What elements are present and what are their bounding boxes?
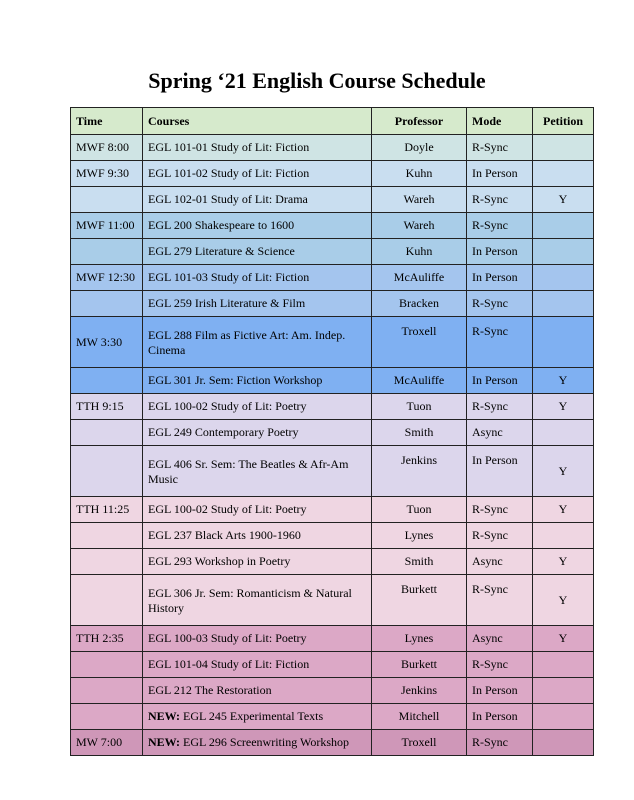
mode-cell: R-Sync xyxy=(467,291,533,317)
course-schedule-table xyxy=(70,107,594,756)
mode-cell: R-Sync xyxy=(467,213,533,239)
professor-cell: Bracken xyxy=(372,291,467,317)
table-row xyxy=(71,730,594,756)
professor-cell: Mitchell xyxy=(372,704,467,730)
new-course-tag: NEW: xyxy=(148,709,181,723)
course-cell xyxy=(143,187,372,213)
table-row xyxy=(71,549,594,575)
course-name: EGL 237 Black Arts 1900-1960 xyxy=(148,528,301,542)
time-cell xyxy=(71,704,143,730)
time-cell: MW 7:00 xyxy=(71,730,143,756)
course-cell xyxy=(143,549,372,575)
mode-cell: R-Sync xyxy=(467,730,533,756)
course-name: EGL 102-01 Study of Lit: Drama xyxy=(148,192,308,206)
time-cell xyxy=(71,575,143,626)
table-row xyxy=(71,497,594,523)
petition-cell xyxy=(533,317,594,368)
course-cell xyxy=(143,420,372,446)
course-cell xyxy=(143,368,372,394)
petition-cell xyxy=(533,291,594,317)
mode-cell: R-Sync xyxy=(467,497,533,523)
petition-cell: Y xyxy=(533,497,594,523)
course-cell xyxy=(143,575,372,626)
table-row xyxy=(71,678,594,704)
course-name: EGL 288 Film as Fictive Art: Am. Indep. Cinema xyxy=(148,327,346,357)
professor-cell: Doyle xyxy=(372,135,467,161)
mode-cell: R-Sync xyxy=(467,187,533,213)
petition-cell: Y xyxy=(533,187,594,213)
table-row xyxy=(71,575,594,626)
professor-cell: Wareh xyxy=(372,213,467,239)
course-name: EGL 406 Sr. Sem: The Beatles & Afr-Am Music xyxy=(148,456,349,486)
table-row xyxy=(71,368,594,394)
course-cell xyxy=(143,239,372,265)
course-cell xyxy=(143,704,372,730)
page-title: Spring ‘21 English Course Schedule xyxy=(148,68,486,93)
professor-cell: Troxell xyxy=(372,730,467,756)
mode-cell: In Person xyxy=(467,265,533,291)
header-professor: Professor xyxy=(372,108,467,135)
course-name: EGL 212 The Restoration xyxy=(148,683,272,697)
course-cell xyxy=(143,652,372,678)
time-cell: TTH 2:35 xyxy=(71,626,143,652)
time-cell: MWF 11:00 xyxy=(71,213,143,239)
course-name: EGL 306 Jr. Sem: Romanticism & Natural History xyxy=(148,585,352,615)
header-time: Time xyxy=(71,108,143,135)
table-row xyxy=(71,394,594,420)
course-cell xyxy=(143,626,372,652)
professor-cell: Smith xyxy=(372,549,467,575)
professor-cell: Lynes xyxy=(372,626,467,652)
new-course-tag: NEW: xyxy=(148,735,181,749)
time-cell: TTH 11:25 xyxy=(71,497,143,523)
time-cell xyxy=(71,652,143,678)
course-name: EGL 100-02 Study of Lit: Poetry xyxy=(148,399,307,413)
course-cell xyxy=(143,317,372,368)
header-mode: Mode xyxy=(467,108,533,135)
petition-cell xyxy=(533,239,594,265)
course-cell xyxy=(143,135,372,161)
header-petition: Petition xyxy=(533,108,594,135)
course-cell xyxy=(143,730,372,756)
course-name: EGL 259 Irish Literature & Film xyxy=(148,296,306,310)
course-name: EGL 249 Contemporary Poetry xyxy=(148,425,299,439)
course-cell xyxy=(143,213,372,239)
header-row xyxy=(71,108,594,135)
table-row xyxy=(71,704,594,730)
professor-cell: Burkett xyxy=(372,575,467,626)
course-cell xyxy=(143,523,372,549)
time-cell xyxy=(71,678,143,704)
professor-cell: Burkett xyxy=(372,652,467,678)
petition-cell xyxy=(533,213,594,239)
table-row xyxy=(71,213,594,239)
petition-cell xyxy=(533,730,594,756)
course-cell xyxy=(143,291,372,317)
course-cell xyxy=(143,265,372,291)
course-name: EGL 245 Experimental Texts xyxy=(183,709,324,723)
petition-cell: Y xyxy=(533,368,594,394)
time-cell xyxy=(71,523,143,549)
time-cell xyxy=(71,420,143,446)
petition-cell: Y xyxy=(533,626,594,652)
professor-cell: McAuliffe xyxy=(372,265,467,291)
professor-cell: Smith xyxy=(372,420,467,446)
time-cell xyxy=(71,549,143,575)
time-cell xyxy=(71,291,143,317)
professor-cell: Kuhn xyxy=(372,161,467,187)
mode-cell: In Person xyxy=(467,704,533,730)
professor-cell: Jenkins xyxy=(372,678,467,704)
mode-cell: In Person xyxy=(467,678,533,704)
table-row xyxy=(71,239,594,265)
professor-cell: Tuon xyxy=(372,497,467,523)
time-cell: TTH 9:15 xyxy=(71,394,143,420)
mode-cell: R-Sync xyxy=(467,394,533,420)
time-cell xyxy=(71,446,143,497)
professor-cell: Kuhn xyxy=(372,239,467,265)
course-cell xyxy=(143,497,372,523)
table-row xyxy=(71,265,594,291)
course-cell xyxy=(143,446,372,497)
mode-cell: In Person xyxy=(467,446,533,497)
petition-cell: Y xyxy=(533,394,594,420)
table-row xyxy=(71,420,594,446)
course-name: EGL 301 Jr. Sem: Fiction Workshop xyxy=(148,373,323,387)
mode-cell: In Person xyxy=(467,239,533,265)
petition-cell: Y xyxy=(533,549,594,575)
time-cell xyxy=(71,239,143,265)
petition-cell xyxy=(533,420,594,446)
petition-cell xyxy=(533,161,594,187)
professor-cell: Troxell xyxy=(372,317,467,368)
table-row xyxy=(71,291,594,317)
mode-cell: Async xyxy=(467,549,533,575)
time-cell: MWF 9:30 xyxy=(71,161,143,187)
petition-cell xyxy=(533,678,594,704)
table-row xyxy=(71,523,594,549)
professor-cell: Wareh xyxy=(372,187,467,213)
petition-cell xyxy=(533,523,594,549)
table-row xyxy=(71,652,594,678)
course-name: EGL 100-03 Study of Lit: Poetry xyxy=(148,631,307,645)
table-row xyxy=(71,626,594,652)
time-cell: MWF 8:00 xyxy=(71,135,143,161)
table-row xyxy=(71,317,594,368)
course-cell xyxy=(143,678,372,704)
mode-cell: R-Sync xyxy=(467,575,533,626)
table-row xyxy=(71,187,594,213)
header-courses: Courses xyxy=(143,108,372,135)
professor-cell: McAuliffe xyxy=(372,368,467,394)
course-name: EGL 101-03 Study of Lit: Fiction xyxy=(148,270,310,284)
time-cell xyxy=(71,187,143,213)
course-name: EGL 101-02 Study of Lit: Fiction xyxy=(148,166,310,180)
course-name: EGL 279 Literature & Science xyxy=(148,244,295,258)
course-name: EGL 293 Workshop in Poetry xyxy=(148,554,291,568)
petition-cell xyxy=(533,704,594,730)
table-row xyxy=(71,161,594,187)
professor-cell: Lynes xyxy=(372,523,467,549)
petition-cell xyxy=(533,652,594,678)
mode-cell: R-Sync xyxy=(467,135,533,161)
mode-cell: R-Sync xyxy=(467,523,533,549)
petition-cell: Y xyxy=(533,446,594,497)
course-name: EGL 200 Shakespeare to 1600 xyxy=(148,218,295,232)
mode-cell: Async xyxy=(467,420,533,446)
course-name: EGL 101-01 Study of Lit: Fiction xyxy=(148,140,310,154)
table-row xyxy=(71,446,594,497)
course-name: EGL 100-02 Study of Lit: Poetry xyxy=(148,502,307,516)
schedule-rows xyxy=(71,135,594,756)
petition-cell: Y xyxy=(533,575,594,626)
course-cell xyxy=(143,394,372,420)
time-cell xyxy=(71,368,143,394)
mode-cell: R-Sync xyxy=(467,317,533,368)
mode-cell: R-Sync xyxy=(467,652,533,678)
table-row xyxy=(71,135,594,161)
mode-cell: In Person xyxy=(467,368,533,394)
time-cell: MWF 12:30 xyxy=(71,265,143,291)
course-name: EGL 296 Screenwriting Workshop xyxy=(183,735,350,749)
petition-cell xyxy=(533,135,594,161)
course-name: EGL 101-04 Study of Lit: Fiction xyxy=(148,657,310,671)
professor-cell: Tuon xyxy=(372,394,467,420)
professor-cell: Jenkins xyxy=(372,446,467,497)
mode-cell: Async xyxy=(467,626,533,652)
course-cell xyxy=(143,161,372,187)
time-cell: MW 3:30 xyxy=(71,317,143,368)
mode-cell: In Person xyxy=(467,161,533,187)
petition-cell xyxy=(533,265,594,291)
